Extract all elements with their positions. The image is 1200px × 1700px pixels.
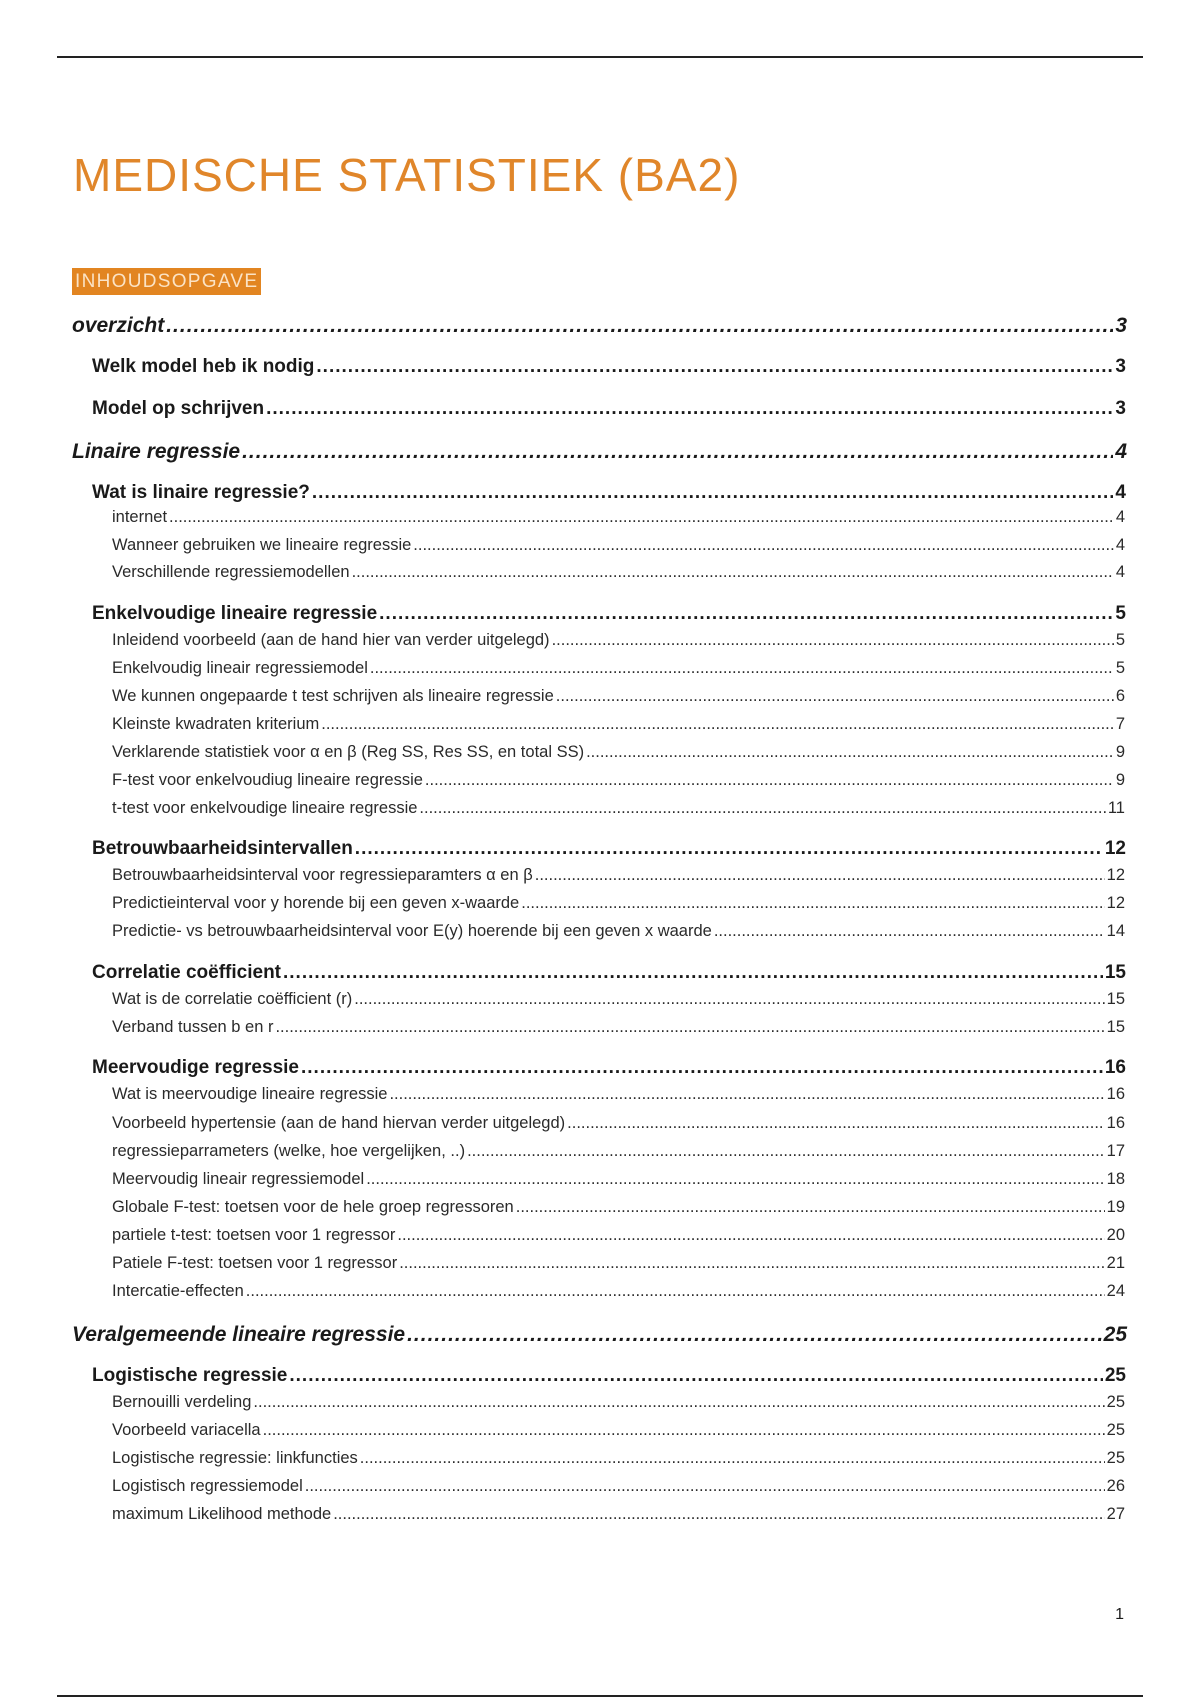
toc-entry-page: 16 [1106, 1114, 1125, 1132]
toc-entry-page: 15 [1106, 990, 1125, 1008]
toc-entry-page: 4 [1115, 508, 1125, 526]
toc-entry-page: 18 [1106, 1170, 1125, 1188]
toc-entry[interactable] [112, 922, 1125, 941]
toc-leader-dots [352, 563, 1114, 582]
toc-entry-label: Wat is meervoudige lineaire regressie [112, 1085, 388, 1103]
toc-entry[interactable] [112, 659, 1125, 678]
toc-entry-label: Logistische regressie [92, 1365, 288, 1386]
toc-entry-page: 15 [1106, 1018, 1125, 1036]
toc-leader-dots [321, 715, 1114, 734]
toc-entry-page: 25 [1103, 1323, 1127, 1346]
toc-entry-label: Predictieinterval voor y horende bij een geven x-waarde [112, 894, 520, 912]
toc-entry[interactable] [72, 314, 1127, 338]
toc-leader-dots [552, 631, 1114, 650]
toc-entry-page: 4 [1115, 536, 1125, 554]
toc-entry-label: Logistisch regressiemodel [112, 1477, 303, 1495]
toc-entry-label: Meervoudige regressie [92, 1057, 299, 1078]
toc-entry[interactable] [112, 563, 1125, 582]
toc-entry[interactable] [92, 1365, 1126, 1387]
toc-entry-page: 5 [1115, 603, 1126, 624]
toc-leader-dots [246, 1282, 1105, 1301]
toc-entry[interactable] [112, 894, 1125, 913]
toc-entry[interactable] [112, 743, 1125, 762]
toc-entry-page: 4 [1115, 563, 1125, 581]
toc-leader-dots [467, 1142, 1105, 1161]
toc-leader-dots [521, 894, 1104, 913]
toc-entry-label: Patiele F-test: toetsen voor 1 regressor [112, 1254, 398, 1272]
toc-entry-label: Verband tussen b en r [112, 1018, 274, 1036]
toc-entry-page: 21 [1106, 1254, 1125, 1272]
toc-leader-dots [169, 508, 1114, 527]
toc-leader-dots [397, 1226, 1104, 1245]
toc-leader-dots [370, 659, 1114, 678]
toc-leader-dots [425, 771, 1114, 790]
toc-entry[interactable] [92, 482, 1126, 504]
toc-entry-page: 25 [1106, 1421, 1125, 1439]
toc-entry-page: 11 [1107, 799, 1125, 817]
toc-leader-dots [567, 1114, 1104, 1133]
toc-entry-label: partiele t-test: toetsen voor 1 regressor [112, 1226, 396, 1244]
toc-entry[interactable] [112, 990, 1125, 1009]
toc-entry[interactable] [92, 603, 1126, 625]
toc-entry-page: 16 [1104, 1057, 1126, 1078]
toc-entry-page: 9 [1115, 771, 1125, 789]
toc-entry-label: Wanneer gebruiken we lineaire regressie [112, 536, 412, 554]
page-title: MEDISCHE STATISTIEK (BA2) [73, 149, 741, 201]
toc-leader-dots [266, 398, 1113, 420]
toc-entry-label: We kunnen ongepaarde t test schrijven als lineaire regressie [112, 687, 554, 705]
toc-entry[interactable] [92, 962, 1126, 984]
toc-entry-page: 20 [1106, 1226, 1125, 1244]
toc-entry[interactable] [112, 1198, 1125, 1217]
toc-entry-label: overzicht [72, 314, 165, 337]
toc-entry[interactable] [112, 1254, 1125, 1273]
toc-leader-dots [316, 356, 1113, 378]
toc-leader-dots [301, 1057, 1103, 1079]
footer-rule [57, 1695, 1143, 1697]
toc-entry-label: Wat is de correlatie coëfficient (r) [112, 990, 353, 1008]
toc-entry[interactable] [112, 1449, 1125, 1468]
toc-leader-dots [586, 743, 1114, 762]
toc-entry-page: 25 [1106, 1449, 1125, 1467]
toc-entry-page: 16 [1106, 1085, 1125, 1103]
toc-entry[interactable] [112, 715, 1125, 734]
toc-entry-label: Enkelvoudige lineaire regressie [92, 603, 378, 624]
toc-entry-page: 15 [1104, 962, 1126, 983]
toc-leader-dots [333, 1505, 1104, 1524]
toc-entry[interactable] [112, 1170, 1125, 1189]
toc-leader-dots [263, 1421, 1105, 1440]
toc-entry-label: Verschillende regressiemodellen [112, 563, 350, 581]
toc-entry-page: 7 [1115, 715, 1125, 733]
toc-leader-dots [413, 536, 1114, 555]
toc-entry-label: Wat is linaire regressie? [92, 482, 310, 503]
toc-entry-page: 3 [1115, 314, 1127, 337]
toc-entry-label: Bernouilli verdeling [112, 1393, 252, 1411]
toc-entry-label: Voorbeeld hypertensie (aan de hand hiervan verder uitgelegd) [112, 1114, 566, 1132]
toc-leader-dots [556, 687, 1114, 706]
toc-entry[interactable] [92, 1057, 1126, 1079]
toc-entry-page: 25 [1106, 1393, 1125, 1411]
toc-leader-dots [714, 922, 1105, 941]
toc-entry-label: maximum Likelihood methode [112, 1505, 332, 1523]
toc-entry[interactable] [112, 1018, 1125, 1037]
toc-entry[interactable] [112, 1393, 1125, 1412]
toc-entry-page: 12 [1104, 838, 1126, 859]
toc-leader-dots [535, 866, 1105, 885]
toc-leader-dots [289, 1365, 1102, 1387]
toc-leader-dots [379, 603, 1113, 625]
toc-entry[interactable] [112, 1114, 1125, 1133]
toc-entry-label: Betrouwbaarheidsintervallen [92, 838, 353, 859]
toc-leader-dots [275, 1018, 1104, 1037]
toc-leader-dots [166, 314, 1113, 338]
toc-entry-label: internet [112, 508, 168, 526]
toc-entry-label: regressieparrameters (welke, hoe vergelijken, ..) [112, 1142, 466, 1160]
toc-leader-dots [305, 1477, 1105, 1496]
toc-entry[interactable] [92, 398, 1126, 420]
toc-entry-page: 19 [1106, 1198, 1125, 1216]
toc-leader-dots [312, 482, 1114, 504]
toc-entry-label: Intercatie-effecten [112, 1282, 244, 1300]
toc-entry-page: 6 [1115, 687, 1125, 705]
toc-entry[interactable] [112, 771, 1125, 790]
toc-entry-page: 25 [1104, 1365, 1126, 1386]
toc-entry-label: Meervoudig lineair regressiemodel [112, 1170, 365, 1188]
toc-entry[interactable] [112, 799, 1125, 818]
toc-entry-label: Voorbeeld variacella [112, 1421, 261, 1439]
toc-entry[interactable] [92, 356, 1126, 378]
header-rule [57, 56, 1143, 58]
toc-entry-label: t-test voor enkelvoudige lineaire regressie [112, 799, 418, 817]
toc-entry-label: Veralgemeende lineaire regressie [72, 1323, 406, 1346]
toc-entry-page: 27 [1106, 1505, 1125, 1523]
toc-entry-label: Correlatie coëfficient [92, 962, 281, 983]
toc-entry-label: Kleinste kwadraten kriterium [112, 715, 320, 733]
toc-heading: INHOUDSOPGAVE [72, 268, 261, 295]
toc-entry-page: 26 [1106, 1477, 1125, 1495]
toc-entry[interactable] [112, 1142, 1125, 1161]
toc-entry-label: Verklarende statistiek voor α en β (Reg SS, Res SS, en total SS) [112, 743, 585, 761]
toc-entry-page: 9 [1115, 743, 1125, 761]
toc-entry[interactable] [92, 838, 1126, 860]
toc-entry-label: Logistische regressie: linkfuncties [112, 1449, 358, 1467]
toc-entry-page: 24 [1106, 1282, 1125, 1300]
toc-entry-label: F-test voor enkelvoudiug lineaire regressie [112, 771, 423, 789]
toc-entry[interactable] [72, 440, 1127, 464]
toc-entry[interactable] [112, 536, 1125, 555]
toc-entry[interactable] [112, 508, 1125, 527]
toc-entry-page: 12 [1106, 894, 1125, 912]
toc-entry-page: 4 [1115, 440, 1127, 463]
page-number: 1 [1115, 1606, 1124, 1623]
toc-entry-page: 3 [1115, 356, 1126, 377]
toc-leader-dots [354, 990, 1104, 1009]
toc-leader-dots [419, 799, 1105, 818]
toc-entry[interactable] [112, 1505, 1125, 1524]
toc-leader-dots [399, 1254, 1104, 1273]
toc-entry-label: Inleidend voorbeeld (aan de hand hier van verder uitgelegd) [112, 631, 550, 649]
toc-entry[interactable] [112, 1226, 1125, 1245]
toc-entry-label: Enkelvoudig lineair regressiemodel [112, 659, 368, 677]
toc-entry[interactable] [112, 1477, 1125, 1496]
toc-entry-label: Betrouwbaarheidsinterval voor regressieparamters α en β [112, 866, 533, 884]
toc-entry[interactable] [112, 866, 1125, 885]
toc-entry[interactable] [112, 1085, 1125, 1104]
toc-entry[interactable] [112, 1282, 1125, 1301]
toc-entry-label: Model op schrijven [92, 398, 265, 419]
toc-leader-dots [283, 962, 1103, 984]
toc-entry[interactable] [112, 631, 1125, 650]
toc-entry[interactable] [72, 1323, 1127, 1347]
toc-entry-page: 17 [1106, 1142, 1125, 1160]
toc-leader-dots [389, 1085, 1104, 1104]
toc-entry-label: Predictie- vs betrouwbaarheidsinterval voor E(y) hoerende bij een geven x waarde [112, 922, 712, 940]
toc-leader-dots [253, 1393, 1104, 1412]
toc-leader-dots [516, 1198, 1105, 1217]
toc-entry-label: Welk model heb ik nodig [92, 356, 315, 377]
toc-leader-dots [366, 1170, 1104, 1189]
toc-leader-dots [407, 1323, 1102, 1347]
toc-entry-page: 3 [1115, 398, 1126, 419]
toc-entry-page: 5 [1115, 659, 1125, 677]
toc-entry-page: 14 [1106, 922, 1125, 940]
toc-leader-dots [242, 440, 1113, 464]
toc-entry-page: 4 [1115, 482, 1126, 503]
toc-entry[interactable] [112, 1421, 1125, 1440]
toc-leader-dots [355, 838, 1103, 860]
toc-entry-label: Linaire regressie [72, 440, 241, 463]
toc-entry-page: 12 [1106, 866, 1125, 884]
toc-entry-page: 5 [1115, 631, 1125, 649]
toc-entry-label: Globale F-test: toetsen voor de hele groep regressoren [112, 1198, 514, 1216]
toc-entry[interactable] [112, 687, 1125, 706]
toc-leader-dots [360, 1449, 1105, 1468]
